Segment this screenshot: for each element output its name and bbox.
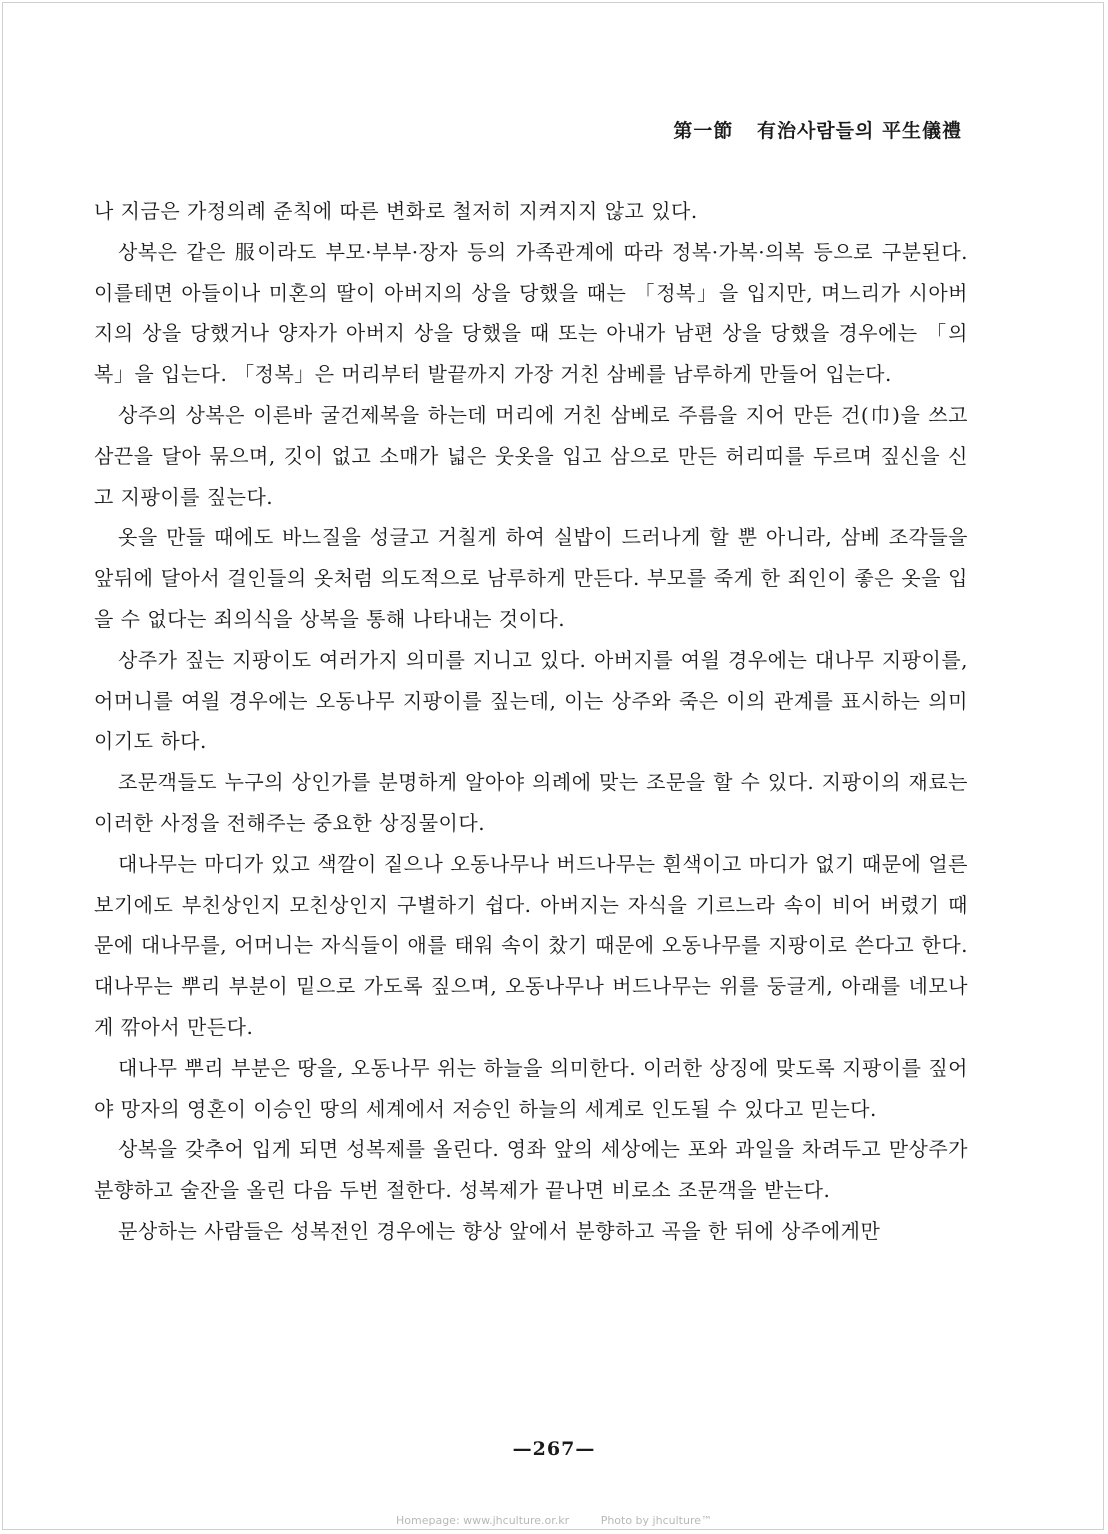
chapter-title: 有治사람들의 平生儀禮 bbox=[756, 120, 962, 142]
paragraph: 문상하는 사람들은 성복전인 경우에는 향상 앞에서 분향하고 곡을 한 뒤에 상주에게만 bbox=[118, 1218, 881, 1243]
paragraph: 나 지금은 가정의례 준칙에 따른 변화로 철저히 지켜지지 않고 있다. bbox=[94, 199, 698, 223]
paragraph: 대나무 뿌리 부분은 땅을, 오동나무 위는 하늘을 의미한다. 이러한 상징에 맞도록 지팡이를 짚어야 망자의 영혼이 이승인 땅의 세계에서 저승인 하늘의 세계로 인도될 수 있다고 믿는다. bbox=[94, 1055, 968, 1121]
photo-credit: Photo by jhculture™ bbox=[600, 1514, 712, 1527]
paragraph: 조문객들도 누구의 상인가를 분명하게 알아야 의례에 맞는 조문을 할 수 있다. 지팡이의 재료는 이러한 사정을 전해주는 중요한 상징물이다. bbox=[94, 770, 968, 835]
paragraph: 상복을 갖추어 입게 되면 성복제를 올린다. 영좌 앞의 세상에는 포와 과일을 차려두고 맏상주가 분향하고 술잔을 올린 다음 두번 절한다. 성복제가 끝나면 비로소 조문객을 받는다. bbox=[94, 1137, 968, 1203]
section-label: 第一節 bbox=[673, 120, 734, 142]
homepage-link[interactable]: Homepage: www.jhculture.or.kr bbox=[395, 1514, 570, 1527]
paragraph: 옷을 만들 때에도 바느질을 성글고 거칠게 하여 실밥이 드러나게 할 뿐 아니라, 삼베 조각들을 앞뒤에 달아서 걸인들의 옷처럼 의도적으로 남루하게 만든다. 부모를 죽게 한 죄인이 좋은 옷을 입을 수 없다는 죄의식을 상복을 통해 나타내는 것이다. bbox=[94, 525, 968, 631]
footer bbox=[0, 1514, 1108, 1527]
page-number: —267— bbox=[512, 1438, 596, 1460]
paragraph: 상주가 짚는 지팡이도 여러가지 의미를 지니고 있다. 아버지를 여읠 경우에는 대나무 지팡이를, 어머니를 여읠 경우에는 오동나무 지팡이를 짚는데, 이는 상주와 죽은 이의 관계를 표시하는 의미이기도 하다. bbox=[94, 647, 968, 754]
body-text bbox=[94, 191, 968, 1252]
running-header bbox=[673, 116, 962, 143]
paragraph: 상주의 상복은 이른바 굴건제복을 하는데 머리에 거친 삼베로 주름을 지어 만든 건(巾)을 쓰고 삼끈을 달아 묶으며, 깃이 없고 소매가 넓은 웃옷을 입고 삼으로 만든 허리띠를 두르며 짚신을 신고 지팡이를 짚는다. bbox=[94, 402, 968, 509]
paragraph: 대나무는 마디가 있고 색깔이 짙으나 오동나무나 버드나무는 흰색이고 마디가 없기 때문에 얼른 보기에도 부친상인지 모친상인지 구별하기 쉽다. 아버지는 자식을 기르느라 속이 비어 버렸기 때문에 대나무를, 어머니는 자식들이 애를 태워 속이 찼기 때문에 오동나무를 지팡이로 쓴다고 한다. 대나무는 뿌리 부분이 밑으로 가도록 짚으며, 오동나무나 버드나무는 위를 둥글게, 아래를 네모나게 깎아서 만든다. bbox=[94, 851, 968, 1039]
paragraph: 상복은 같은 服이라도 부모·부부·장자 등의 가족관계에 따라 정복·가복·의복 등으로 구분된다. 이를테면 아들이나 미혼의 딸이 아버지의 상을 당했을 때는 「정복」을 입지만, 며느리가 시아버지의 상을 당했거나 양자가 아버지 상을 당했을 때 또는 아내가 남편 상을 당했을 경우에는 「의복」을 입는다. 「정복」은 머리부터 발끝까지 가장 거친 삼베를 남루하게 만들어 입는다. bbox=[94, 239, 968, 387]
